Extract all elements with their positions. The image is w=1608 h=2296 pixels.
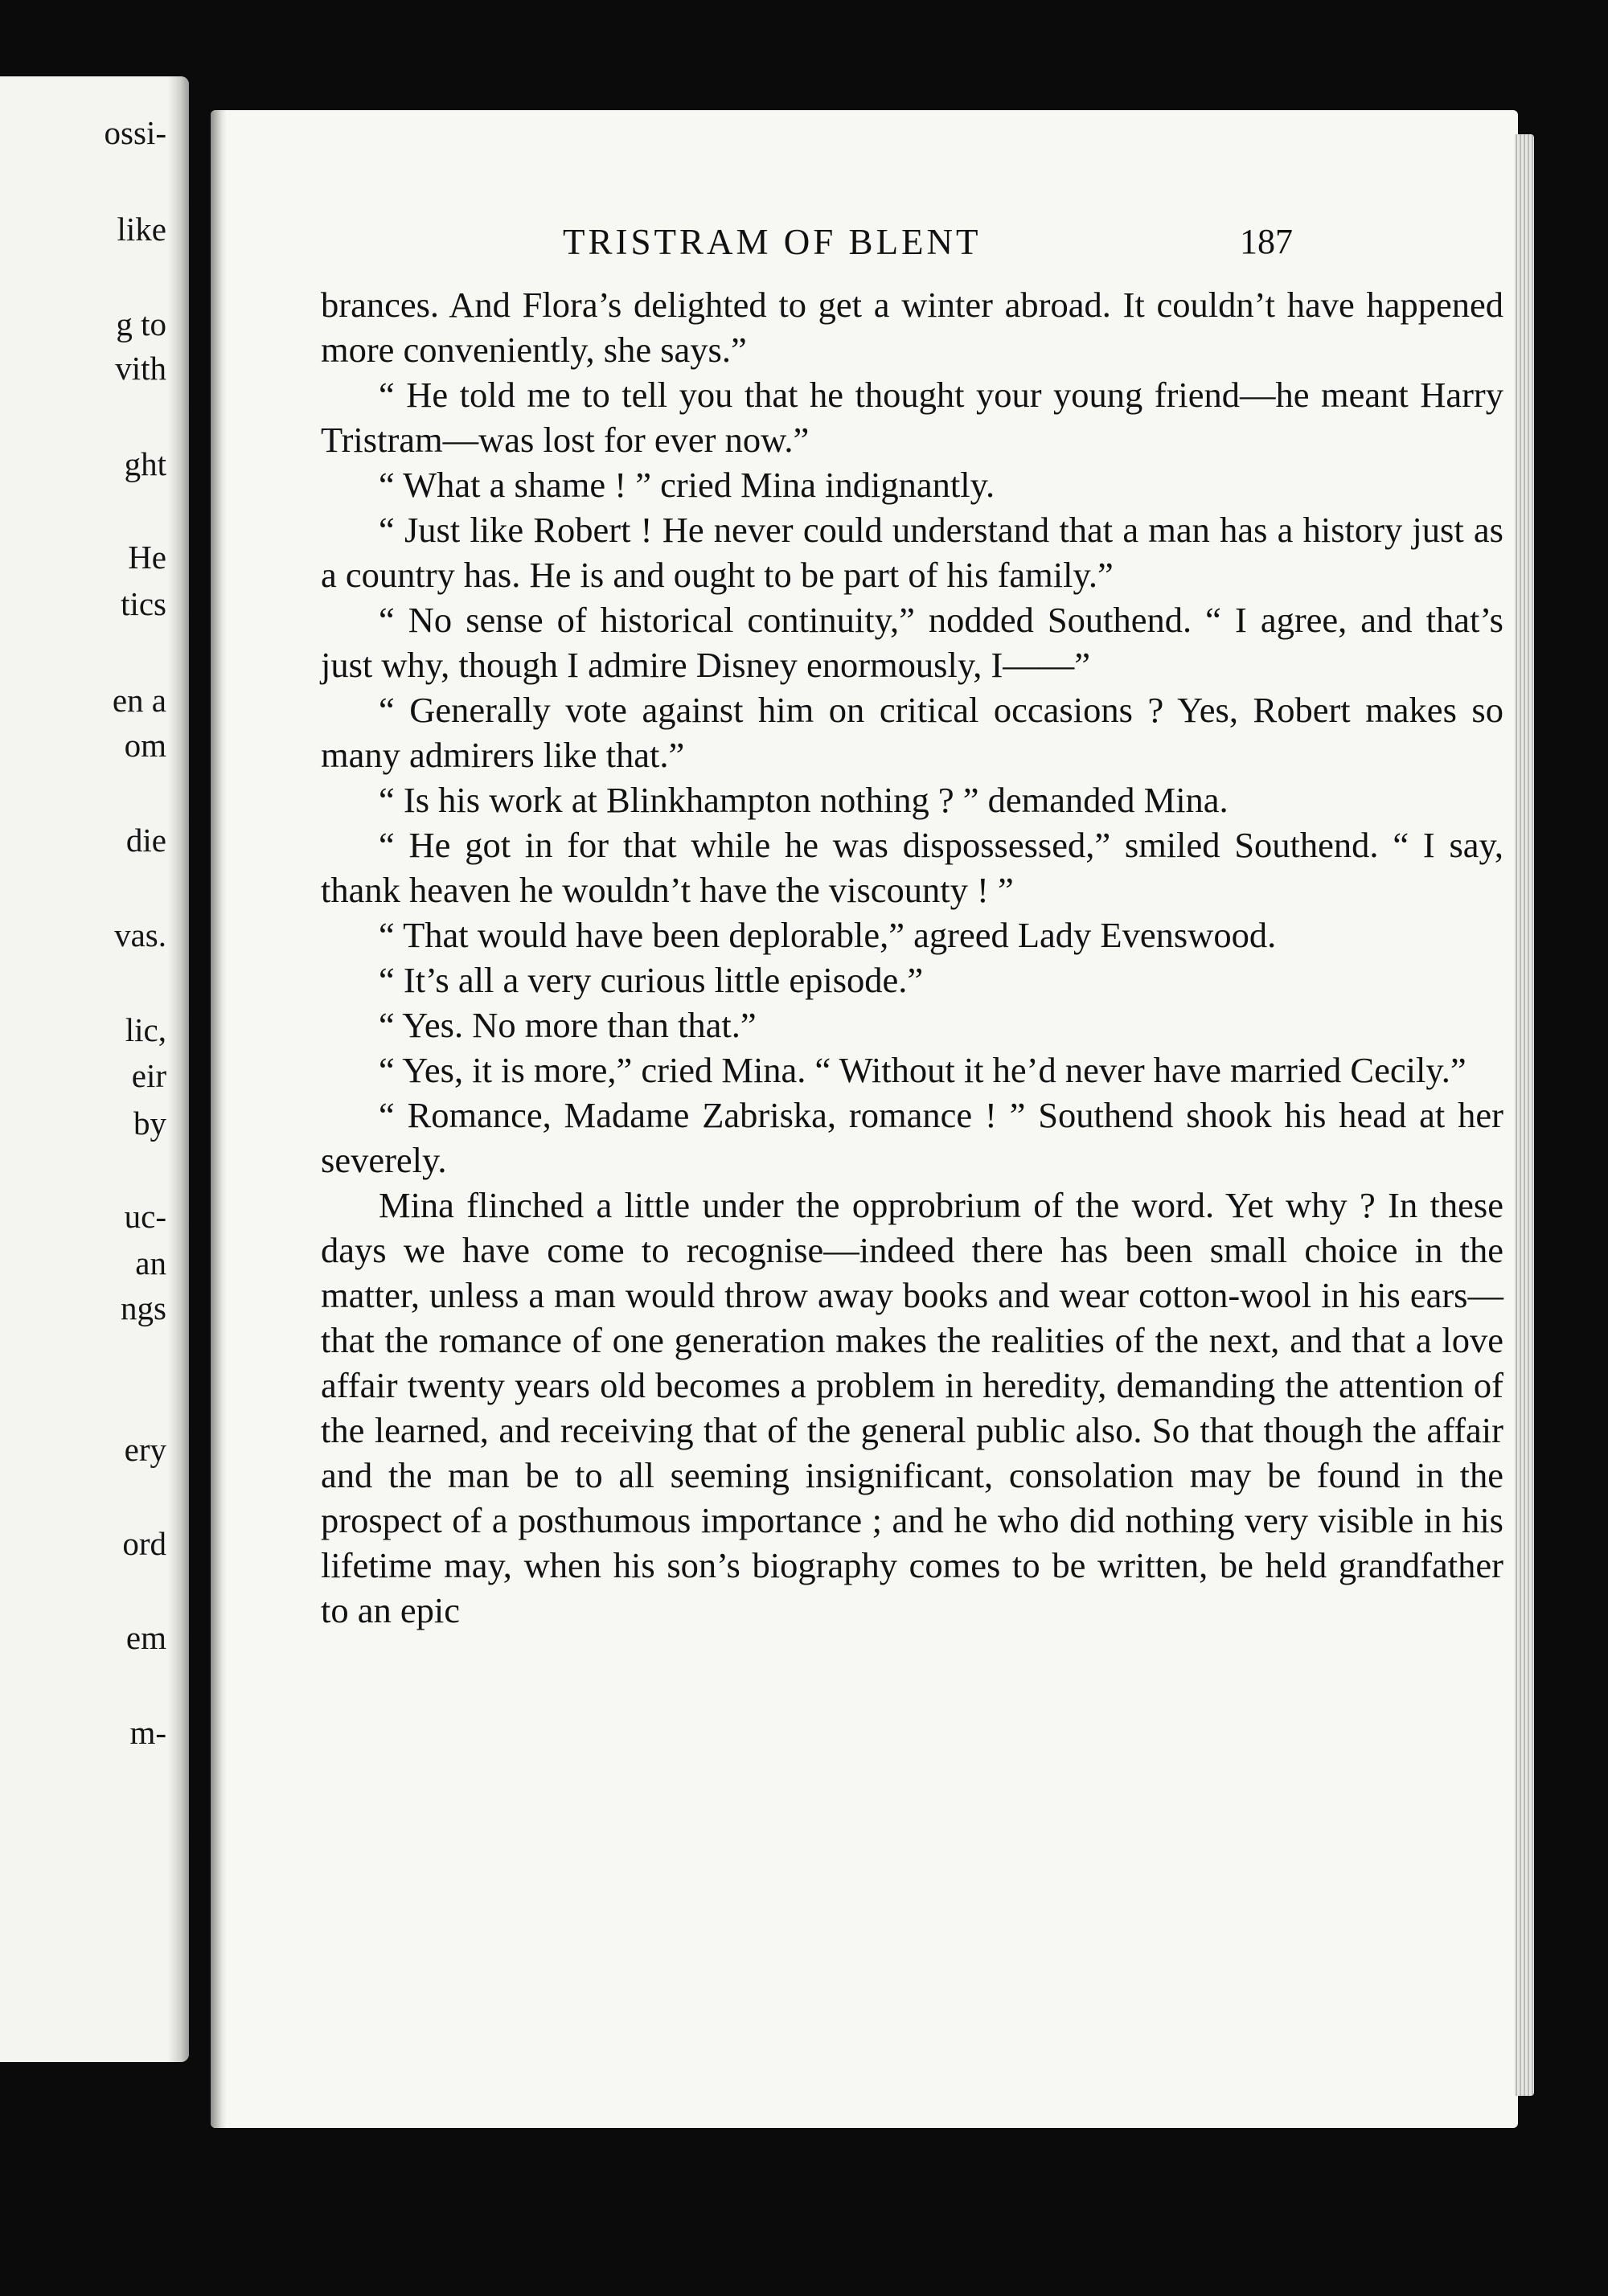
book-gutter: [168, 76, 189, 2062]
previous-page-fragment: [0, 76, 189, 2062]
paragraph: “ It’s all a very curious little episode.”: [379, 960, 924, 1000]
paragraph: brances. And Flora’s delighted to get a winter abroad. It couldn’t have happened more conveniently, she says.”: [321, 285, 1503, 370]
page-number: 187: [1240, 222, 1293, 261]
paragraph: “ He told me to tell you that he thought your young friend—he meant Harry Tristram—was lost for ever now.”: [321, 375, 1503, 460]
page-spine-shadow: [211, 110, 227, 2128]
previous-page-fragment-line: die: [125, 822, 166, 859]
previous-page-fragment-line: ery: [124, 1431, 166, 1468]
previous-page-fragment-line: em: [125, 1619, 166, 1656]
previous-page-fragment-line: uc-: [124, 1198, 166, 1235]
previous-page-fragment-line: ossi-: [104, 114, 166, 151]
paragraph: “ He got in for that while he was dispossessed,” smiled Southend. “ I say, thank heaven he wouldn’t have the viscounty ! ”: [321, 825, 1503, 910]
paragraph: Mina flinched a little under the opprobrium of the word. Yet why ? In these days we have come to recognise—indeed there has been small choice in the matter, unless a man would throw away books and wear cotton-wool in his ears—that the romance of one generation makes the realities of the next, and that a love affair twenty years old becomes a problem in heredity, demanding the attention of the learned, and receiving that of the general public also. So that though the affair and the man be to all seeming insignificant, consolation may be found in the prospect of a posthumous importance ; and he who did nothing very visible in his lifetime may, when his son’s biography comes to be written, be held grandfather to an epic: [321, 1185, 1503, 1630]
paragraph: “ Generally vote against him on critical occasions ? Yes, Robert makes so many admirers like that.”: [321, 690, 1503, 775]
previous-page-fragment-line: vith: [115, 350, 166, 387]
previous-page-fragment-line: an: [135, 1244, 166, 1281]
running-head: TRISTRAM OF BLENT: [563, 222, 982, 262]
previous-page-fragment-line: om: [124, 727, 166, 764]
previous-page-fragment-line: tics: [121, 585, 166, 622]
previous-page-fragment-line: ght: [124, 445, 166, 482]
book-page: [211, 110, 1518, 2128]
page-edge: [1515, 134, 1534, 2096]
previous-page-fragment-line: by: [133, 1105, 166, 1142]
paragraph: “ Yes. No more than that.”: [379, 1005, 757, 1045]
paragraph: “ That would have been deplorable,” agreed Lady Evenswood.: [379, 915, 1277, 955]
previous-page-fragment-line: vas.: [114, 916, 166, 953]
paragraph: “ Is his work at Blinkhampton nothing ? ” demanded Mina.: [379, 780, 1229, 820]
previous-page-fragment-line: m-: [129, 1714, 166, 1751]
previous-page-fragment-line: en a: [112, 682, 166, 719]
body-text: [321, 282, 1503, 1633]
previous-page-fragment-line: g to: [116, 305, 166, 342]
previous-page-fragment-line: He: [128, 539, 166, 576]
previous-page-fragment-line: ord: [122, 1525, 166, 1562]
paragraph: “ Romance, Madame Zabriska, romance ! ” Southend shook his head at her severely.: [321, 1095, 1503, 1180]
paragraph: “ Just like Robert ! He never could understand that a man has a history just as a country has. He is and ought to be part of his family.”: [321, 510, 1503, 595]
previous-page-fragment-line: eir: [131, 1057, 166, 1094]
previous-page-fragment-line: lic,: [125, 1011, 166, 1048]
previous-page-fragment-line: like: [117, 211, 166, 248]
paragraph: “ Yes, it is more,” cried Mina. “ Without it he’d never have married Cecily.”: [379, 1050, 1466, 1090]
paragraph: “ What a shame ! ” cried Mina indignantly.: [379, 465, 995, 505]
paragraph: “ No sense of historical continuity,” nodded Southend. “ I agree, and that’s just why, though I admire Disney enormously, I——”: [321, 600, 1503, 685]
page-header: [211, 221, 1518, 269]
previous-page-fragment-line: ngs: [121, 1289, 166, 1326]
